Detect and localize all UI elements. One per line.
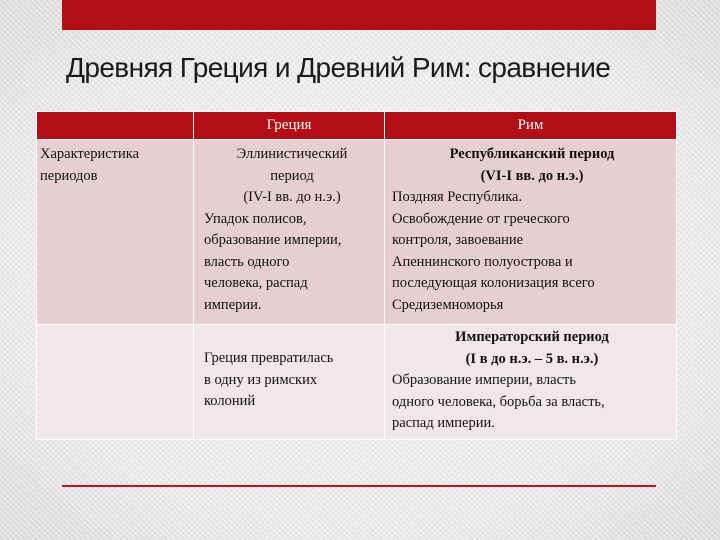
header-empty [37, 112, 194, 140]
rome-heading-line: (VI-I вв. до н.э.) [480, 167, 584, 184]
cell-greece-hellenistic [194, 140, 385, 325]
rome-body-line: одного человека, борьба за власть, [392, 393, 605, 410]
greece-body-line: образование империи, [204, 232, 342, 248]
cell-characteristic-empty [37, 325, 194, 440]
cell-rome-republic [385, 140, 677, 325]
greece-body-line: человека, распад [204, 275, 308, 291]
greece-body-line: в одну из римских [204, 371, 318, 388]
rome-body-line: последующая колонизация всего [392, 275, 595, 291]
greece-heading-line: период [270, 167, 314, 184]
greece-heading-line: Эллинистический [236, 146, 348, 162]
rome-body-line: распад империи. [392, 415, 495, 431]
spacer [204, 327, 380, 348]
cell-characteristic [37, 140, 194, 325]
table-row [37, 140, 677, 325]
cell-greece-roman [194, 325, 385, 440]
rome-heading-line: (I в до н.э. – 5 в. н.э.) [465, 350, 599, 367]
comparison-table [36, 111, 676, 440]
label-line: периодов [40, 167, 98, 184]
bottom-accent-line [62, 485, 656, 487]
rome-heading-line: Республиканский период [449, 146, 615, 162]
greece-body-line: Греция превратилась [204, 350, 334, 366]
cell-rome-empire [385, 325, 677, 440]
header-greece: Греция [194, 112, 385, 140]
greece-body-line: империи. [204, 296, 262, 313]
rome-body-line: Образование империи, власть [392, 372, 576, 388]
rome-body-line: Поздняя Республика. [392, 189, 523, 205]
greece-body-line: колоний [204, 393, 256, 409]
top-accent-bar [62, 0, 656, 30]
greece-body-line: власть одного [204, 253, 290, 270]
header-rome: Рим [385, 112, 677, 140]
label-line: Характеристика [40, 146, 140, 162]
rome-body-line: Освобождение от греческого [392, 210, 570, 227]
slide-title: Древняя Греция и Древний Рим: сравнение [66, 52, 611, 83]
rome-body-line: Апеннинского полуострова и [392, 253, 573, 270]
table-header-row [37, 112, 677, 140]
greece-body-line: Упадок полисов, [204, 210, 307, 227]
table-row [37, 325, 677, 440]
rome-body-line: контроля, завоевание [392, 232, 524, 248]
rome-heading-line: Императорский период [455, 329, 609, 345]
rome-body-line: Средиземноморья [392, 296, 504, 313]
greece-heading-line: (IV-I вв. до н.э.) [243, 189, 341, 205]
